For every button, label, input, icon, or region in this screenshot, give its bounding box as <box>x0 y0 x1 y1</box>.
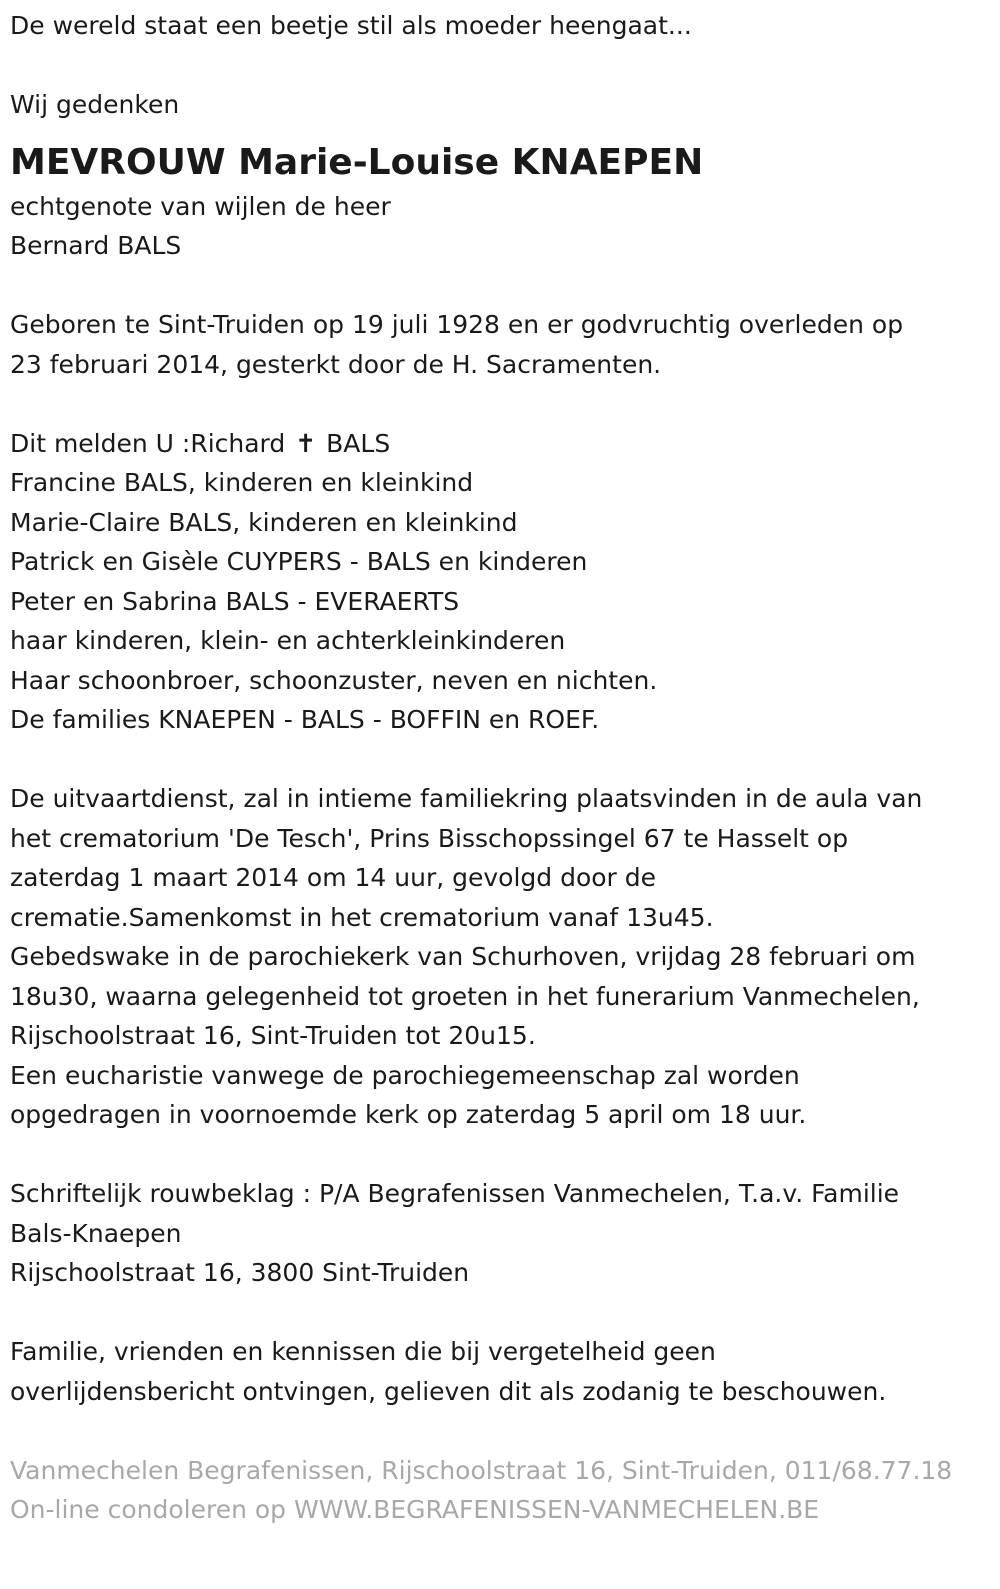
spacer <box>10 1293 990 1333</box>
condolences-line: Schriftelijk rouwbeklag : P/A Begrafenissen Vanmechelen, T.a.v. Familie <box>10 1179 900 1208</box>
spacer <box>10 740 990 780</box>
spacer <box>10 1411 990 1451</box>
announcers-prefix: Dit melden U :Richard <box>10 428 286 458</box>
service-line: zaterdag 1 maart 2014 om 14 uur, gevolgd door de <box>10 863 657 892</box>
cross-icon: ✝ <box>295 428 317 458</box>
announcers-first-line <box>10 424 990 464</box>
birth-death-line-2: 23 februari 2014, gesterkt door de H. Sacramenten. <box>10 349 662 379</box>
spacer <box>10 266 990 306</box>
announcer-line: Marie-Claire BALS, kinderen en kleinkind <box>10 507 518 537</box>
service-line: 18u30, waarna gelegenheid tot groeten in het funerarium Vanmechelen, <box>10 981 920 1011</box>
opening-line: De wereld staat een beetje stil als moeder heengaat... <box>10 11 692 40</box>
deceased-name: MEVROUW Marie-Louise KNAEPEN <box>10 141 704 183</box>
footer-online-condolences: On-line condoleren op WWW.BEGRAFENISSEN-VANMECHELEN.BE <box>10 1495 820 1524</box>
spacer <box>10 46 990 86</box>
spacer <box>10 1135 990 1175</box>
footer-funeral-home: Vanmechelen Begrafenissen, Rijschoolstraat 16, Sint-Truiden, 011/68.77.18 <box>10 1455 953 1485</box>
remembrance-line: Wij gedenken <box>10 90 180 119</box>
condolences-line: Rijschoolstraat 16, 3800 Sint-Truiden <box>10 1258 470 1287</box>
announcer-line: Peter en Sabrina BALS - EVERAERTS <box>10 586 460 616</box>
notice-line: Familie, vrienden en kennissen die bij vergetelheid geen <box>10 1337 716 1366</box>
service-line: Een eucharistie vanwege de parochiegemeenschap zal worden <box>10 1060 800 1090</box>
service-line: crematie.Samenkomst in het crematorium vanaf 13u45. <box>10 902 714 932</box>
spouse-line-1: echtgenote van wijlen de heer <box>10 191 391 221</box>
announcer-line: Francine BALS, kinderen en kleinkind <box>10 468 474 497</box>
birth-death-line-1: Geboren te Sint-Truiden op 19 juli 1928 en er godvruchtig overleden op <box>10 310 904 339</box>
announcers-suffix: BALS <box>326 428 391 458</box>
service-line: het crematorium 'De Tesch', Prins Bisschopssingel 67 te Hasselt op <box>10 823 849 853</box>
service-line: Gebedswake in de parochiekerk van Schurhoven, vrijdag 28 februari om <box>10 942 916 971</box>
condolences-line: Bals-Knaepen <box>10 1218 182 1248</box>
spouse-line-2: Bernard BALS <box>10 231 182 260</box>
service-line: De uitvaartdienst, zal in intieme familiekring plaatsvinden in de aula van <box>10 784 923 813</box>
service-line: opgedragen in voornoemde kerk op zaterdag 5 april om 18 uur. <box>10 1100 807 1129</box>
notice-line: overlijdensbericht ontvingen, gelieven dit als zodanig te beschouwen. <box>10 1376 887 1406</box>
announcer-line: Patrick en Gisèle CUYPERS - BALS en kinderen <box>10 547 588 576</box>
service-line: Rijschoolstraat 16, Sint-Truiden tot 20u15. <box>10 1021 536 1050</box>
announcer-line: Haar schoonbroer, schoonzuster, neven en nichten. <box>10 665 658 695</box>
announcer-line: haar kinderen, klein- en achterkleinkinderen <box>10 626 566 655</box>
announcer-line: De families KNAEPEN - BALS - BOFFIN en ROEF. <box>10 705 600 734</box>
spacer <box>10 384 990 424</box>
